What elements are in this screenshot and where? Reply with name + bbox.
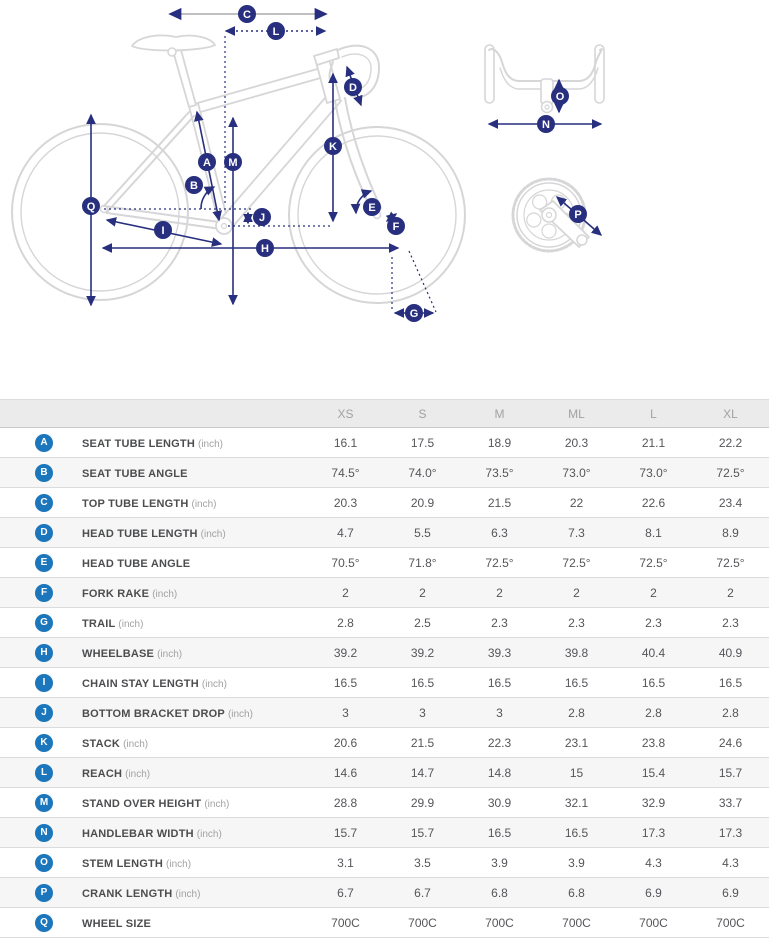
- geometry-table-row: [0, 578, 769, 608]
- row-label: WHEELBASE: [82, 647, 155, 660]
- value-cell: 6.9: [722, 885, 739, 900]
- row-unit: (inch): [204, 798, 230, 810]
- value-cell: 21.5: [410, 735, 435, 750]
- row-badge-cell: [0, 854, 82, 872]
- row-letter-badge: I: [35, 674, 53, 692]
- value-cell: 73.0°: [562, 465, 591, 480]
- row-unit: (inch): [123, 738, 149, 750]
- row-label: STAND OVER HEIGHT: [82, 797, 202, 810]
- value-cell: 15.7: [333, 825, 358, 840]
- value-cell: 15.4: [641, 765, 666, 780]
- value-cell: 72.5°: [716, 555, 745, 570]
- size-column-header: L: [650, 406, 657, 421]
- row-letter-badge: B: [35, 464, 53, 482]
- value-cell: 23.1: [564, 735, 589, 750]
- value-cell: 6.8: [568, 885, 585, 900]
- value-cell: 8.9: [722, 525, 739, 540]
- ref-line-steering-axis: [409, 251, 436, 312]
- value-cell: 20.3: [333, 495, 358, 510]
- value-cell: 73.5°: [485, 465, 514, 480]
- row-badge-cell: [0, 524, 82, 542]
- row-label-cell: [82, 734, 307, 752]
- row-label-cell: [82, 644, 307, 662]
- bike-line-art: [12, 35, 465, 303]
- diagram-label-o: [551, 87, 569, 105]
- value-cell: 4.3: [645, 855, 662, 870]
- row-letter-badge: Q: [35, 914, 53, 932]
- row-label-cell: [82, 764, 307, 782]
- diagram-label-e: [363, 198, 381, 216]
- geometry-table-row: [0, 878, 769, 908]
- value-cell: 6.7: [337, 885, 354, 900]
- value-cell: 16.5: [487, 825, 512, 840]
- row-label: STEM LENGTH: [82, 857, 164, 870]
- row-unit: (inch): [227, 708, 253, 720]
- size-column-header: ML: [568, 406, 585, 421]
- value-cell: 74.0°: [408, 465, 437, 480]
- geometry-table-row: [0, 758, 769, 788]
- row-letter-badge: A: [35, 434, 53, 452]
- row-label: FORK RAKE: [82, 587, 150, 600]
- size-column-header: XL: [723, 406, 738, 421]
- value-cell: 39.2: [410, 645, 435, 660]
- row-unit: (inch): [118, 618, 144, 630]
- row-unit: (inch): [200, 528, 226, 540]
- value-cell: 72.5°: [485, 555, 514, 570]
- value-cell: 29.9: [410, 795, 435, 810]
- svg-text:L: L: [272, 26, 280, 38]
- seat-post: [173, 50, 196, 107]
- value-cell: 7.3: [568, 525, 585, 540]
- value-cell: 700C: [485, 915, 514, 930]
- row-badge-cell: [0, 434, 82, 452]
- row-label: HEAD TUBE LENGTH: [82, 527, 198, 540]
- value-cell: 2: [496, 585, 503, 600]
- value-cell: 2.8: [645, 705, 662, 720]
- diagram-label-a: [198, 153, 216, 171]
- diagram-label-j: [253, 208, 271, 226]
- value-cell: 23.8: [641, 735, 666, 750]
- value-cell: 32.9: [641, 795, 666, 810]
- row-label-cell: [82, 434, 307, 452]
- geometry-table-header: [0, 399, 769, 428]
- row-letter-badge: H: [35, 644, 53, 662]
- seat-stay-right: [107, 116, 194, 212]
- value-cell: 15.7: [410, 825, 435, 840]
- svg-text:G: G: [409, 308, 419, 320]
- value-cell: 2: [727, 585, 734, 600]
- value-cell: 16.5: [410, 675, 435, 690]
- value-cell: 3: [419, 705, 426, 720]
- value-cell: 16.1: [333, 435, 358, 450]
- value-cell: 8.1: [645, 525, 662, 540]
- value-cell: 2: [650, 585, 657, 600]
- row-letter-badge: O: [35, 854, 53, 872]
- handlebar-left-drop: [485, 45, 494, 103]
- value-cell: 21.5: [487, 495, 512, 510]
- diagram-label-g: [405, 304, 423, 322]
- row-label-cell: [82, 464, 307, 482]
- geometry-table-row: [0, 458, 769, 488]
- row-letter-badge: C: [35, 494, 53, 512]
- svg-text:D: D: [349, 82, 357, 94]
- diagram-label-i: [154, 221, 172, 239]
- value-cell: 2: [573, 585, 580, 600]
- geometry-table: [0, 399, 769, 938]
- diagram-label-b: [185, 176, 203, 194]
- row-label: TOP TUBE LENGTH: [82, 497, 189, 510]
- row-unit: (inch): [125, 768, 151, 780]
- row-label: CHAIN STAY LENGTH: [82, 677, 199, 690]
- value-cell: 700C: [562, 915, 591, 930]
- value-cell: 4.3: [722, 855, 739, 870]
- value-cell: 5.5: [414, 525, 431, 540]
- value-cell: 2.8: [337, 615, 354, 630]
- value-cell: 28.8: [333, 795, 358, 810]
- value-cell: 18.9: [487, 435, 512, 450]
- value-cell: 16.5: [564, 675, 589, 690]
- value-cell: 71.8°: [408, 555, 437, 570]
- row-label-cell: [82, 554, 307, 572]
- row-unit: (inch): [201, 678, 227, 690]
- value-cell: 70.5°: [331, 555, 360, 570]
- row-letter-badge: D: [35, 524, 53, 542]
- value-cell: 6.7: [414, 885, 431, 900]
- value-cell: 2.3: [722, 615, 739, 630]
- row-label-cell: [82, 914, 307, 932]
- value-cell: 20.9: [410, 495, 435, 510]
- svg-text:N: N: [542, 119, 550, 131]
- row-label-cell: [82, 524, 307, 542]
- diagram-label-d: [344, 78, 362, 96]
- row-label: SEAT TUBE ANGLE: [82, 467, 188, 480]
- value-cell: 39.8: [564, 645, 589, 660]
- svg-text:Q: Q: [86, 201, 96, 213]
- svg-text:B: B: [190, 180, 198, 192]
- svg-text:E: E: [368, 202, 376, 214]
- diagram-label-f: [387, 217, 405, 235]
- stem-bolt: [542, 102, 553, 113]
- row-letter-badge: M: [35, 794, 53, 812]
- value-cell: 16.5: [333, 675, 358, 690]
- diagram-label-k: [324, 137, 342, 155]
- row-label: TRAIL: [82, 617, 116, 630]
- diagram-label-p: [569, 205, 587, 223]
- geometry-table-row: [0, 488, 769, 518]
- geometry-table-row: [0, 788, 769, 818]
- geometry-table-row: [0, 668, 769, 698]
- row-badge-cell: [0, 554, 82, 572]
- row-label-cell: [82, 584, 307, 602]
- row-label-cell: [82, 614, 307, 632]
- row-letter-badge: K: [35, 734, 53, 752]
- row-unit: (inch): [152, 588, 178, 600]
- value-cell: 6.3: [491, 525, 508, 540]
- value-cell: 40.4: [641, 645, 666, 660]
- handlebar-front-view: [485, 45, 604, 113]
- value-cell: 6.9: [645, 885, 662, 900]
- row-letter-badge: P: [35, 884, 53, 902]
- row-badge-cell: [0, 494, 82, 512]
- svg-text:H: H: [261, 243, 269, 255]
- row-letter-badge: E: [35, 554, 53, 572]
- diagram-label-q: [82, 197, 100, 215]
- row-label: HANDLEBAR WIDTH: [82, 827, 194, 840]
- row-letter-badge: L: [35, 764, 53, 782]
- saddle-clamp: [168, 48, 176, 56]
- value-cell: 700C: [639, 915, 668, 930]
- value-cell: 32.1: [564, 795, 589, 810]
- diagram-label-m: [224, 153, 242, 171]
- value-cell: 39.3: [487, 645, 512, 660]
- value-cell: 39.2: [333, 645, 358, 660]
- row-letter-badge: N: [35, 824, 53, 842]
- svg-text:A: A: [203, 157, 211, 169]
- value-cell: 14.8: [487, 765, 512, 780]
- value-cell: 3.9: [568, 855, 585, 870]
- row-label-cell: [82, 674, 307, 692]
- value-cell: 3: [496, 705, 503, 720]
- svg-text:P: P: [574, 209, 582, 221]
- handlebar-top-curve: [489, 49, 602, 81]
- value-cell: 22.6: [641, 495, 666, 510]
- value-cell: 700C: [331, 915, 360, 930]
- value-cell: 21.1: [641, 435, 666, 450]
- value-cell: 17.5: [410, 435, 435, 450]
- size-column-header: S: [418, 406, 427, 421]
- value-cell: 2.8: [568, 705, 585, 720]
- geometry-table-row: [0, 908, 769, 938]
- value-cell: 14.7: [410, 765, 435, 780]
- row-badge-cell: [0, 884, 82, 902]
- row-unit: (inch): [175, 888, 201, 900]
- value-cell: 16.5: [564, 825, 589, 840]
- value-cell: 30.9: [487, 795, 512, 810]
- value-cell: 2.3: [645, 615, 662, 630]
- value-cell: 17.3: [641, 825, 666, 840]
- crank-spindle: [542, 208, 556, 222]
- svg-text:F: F: [392, 221, 400, 233]
- top-tube: [194, 68, 324, 113]
- value-cell: 14.6: [333, 765, 358, 780]
- value-cell: 33.7: [718, 795, 743, 810]
- row-badge-cell: [0, 824, 82, 842]
- svg-text:C: C: [243, 9, 251, 21]
- value-cell: 3: [342, 705, 349, 720]
- row-letter-badge: G: [35, 614, 53, 632]
- row-badge-cell: [0, 614, 82, 632]
- value-cell: 16.5: [718, 675, 743, 690]
- value-cell: 24.6: [718, 735, 743, 750]
- row-badge-cell: [0, 674, 82, 692]
- value-cell: 16.5: [641, 675, 666, 690]
- value-cell: 2: [419, 585, 426, 600]
- row-label: SEAT TUBE LENGTH: [82, 437, 195, 450]
- value-cell: 72.5°: [716, 465, 745, 480]
- value-cell: 2.3: [491, 615, 508, 630]
- row-badge-cell: [0, 584, 82, 602]
- row-unit: (inch): [196, 828, 222, 840]
- geometry-table-row: [0, 428, 769, 458]
- value-cell: 2.8: [722, 705, 739, 720]
- diagram-label-l: [267, 22, 285, 40]
- row-label-cell: [82, 704, 307, 722]
- geometry-table-row: [0, 638, 769, 668]
- value-cell: 20.3: [564, 435, 589, 450]
- value-cell: 3.9: [491, 855, 508, 870]
- pedal-hole: [577, 235, 587, 245]
- row-badge-cell: [0, 704, 82, 722]
- row-badge-cell: [0, 644, 82, 662]
- geometry-table-row: [0, 518, 769, 548]
- row-label: CRANK LENGTH: [82, 887, 173, 900]
- stem-clamp: [541, 79, 553, 104]
- geometry-diagram-svg: [0, 0, 769, 399]
- value-cell: 2.5: [414, 615, 431, 630]
- rear-wheel-rim: [21, 133, 179, 291]
- row-label: BOTTOM BRACKET DROP: [82, 707, 225, 720]
- value-cell: 74.5°: [331, 465, 360, 480]
- row-label-cell: [82, 854, 307, 872]
- row-badge-cell: [0, 464, 82, 482]
- row-label: REACH: [82, 767, 123, 780]
- geometry-table-body: [0, 428, 769, 938]
- value-cell: 15.7: [718, 765, 743, 780]
- row-label-cell: [82, 824, 307, 842]
- row-label: WHEEL SIZE: [82, 917, 152, 930]
- row-unit: (inch): [198, 438, 224, 450]
- row-letter-badge: J: [35, 704, 53, 722]
- value-cell: 3.1: [337, 855, 354, 870]
- value-cell: 40.9: [718, 645, 743, 660]
- row-badge-cell: [0, 734, 82, 752]
- row-badge-cell: [0, 764, 82, 782]
- head-tube: [316, 59, 340, 103]
- value-cell: 15: [569, 765, 584, 780]
- row-label-cell: [82, 494, 307, 512]
- diagram-label-n: [537, 115, 555, 133]
- value-cell: 6.8: [491, 885, 508, 900]
- value-cell: 2.3: [568, 615, 585, 630]
- value-cell: 2: [342, 585, 349, 600]
- geometry-table-row: [0, 698, 769, 728]
- svg-text:K: K: [329, 141, 337, 153]
- diagram-label-h: [256, 239, 274, 257]
- row-letter-badge: F: [35, 584, 53, 602]
- row-label-cell: [82, 794, 307, 812]
- row-unit: (inch): [166, 858, 192, 870]
- row-unit: (inch): [157, 648, 183, 660]
- stem: [314, 49, 339, 65]
- row-label-cell: [82, 884, 307, 902]
- svg-text:M: M: [228, 157, 238, 169]
- value-cell: 17.3: [718, 825, 743, 840]
- value-cell: 22.3: [487, 735, 512, 750]
- value-cell: 20.6: [333, 735, 358, 750]
- value-cell: 72.5°: [562, 555, 591, 570]
- svg-text:I: I: [161, 225, 165, 237]
- value-cell: 700C: [408, 915, 437, 930]
- geometry-table-row: [0, 608, 769, 638]
- value-cell: 16.5: [487, 675, 512, 690]
- row-label: HEAD TUBE ANGLE: [82, 557, 191, 570]
- value-cell: 700C: [716, 915, 745, 930]
- size-column-header: XS: [337, 406, 354, 421]
- geometry-table-row: [0, 728, 769, 758]
- value-cell: 4.7: [337, 525, 354, 540]
- geometry-table-row: [0, 548, 769, 578]
- svg-text:J: J: [258, 212, 266, 224]
- geometry-table-row: [0, 848, 769, 878]
- value-cell: 23.4: [718, 495, 743, 510]
- fork-blade-front: [335, 101, 376, 214]
- svg-text:O: O: [555, 91, 565, 103]
- diagram-label-c: [238, 5, 256, 23]
- row-unit: (inch): [191, 498, 217, 510]
- value-cell: 3.5: [414, 855, 431, 870]
- row-label: STACK: [82, 737, 121, 750]
- size-column-header: M: [494, 406, 505, 421]
- value-cell: 72.5°: [639, 555, 668, 570]
- row-badge-cell: [0, 914, 82, 932]
- value-cell: 22: [569, 495, 584, 510]
- value-cell: 73.0°: [639, 465, 668, 480]
- row-badge-cell: [0, 794, 82, 812]
- geometry-diagram: [0, 0, 769, 399]
- geometry-table-row: [0, 818, 769, 848]
- value-cell: 22.2: [718, 435, 743, 450]
